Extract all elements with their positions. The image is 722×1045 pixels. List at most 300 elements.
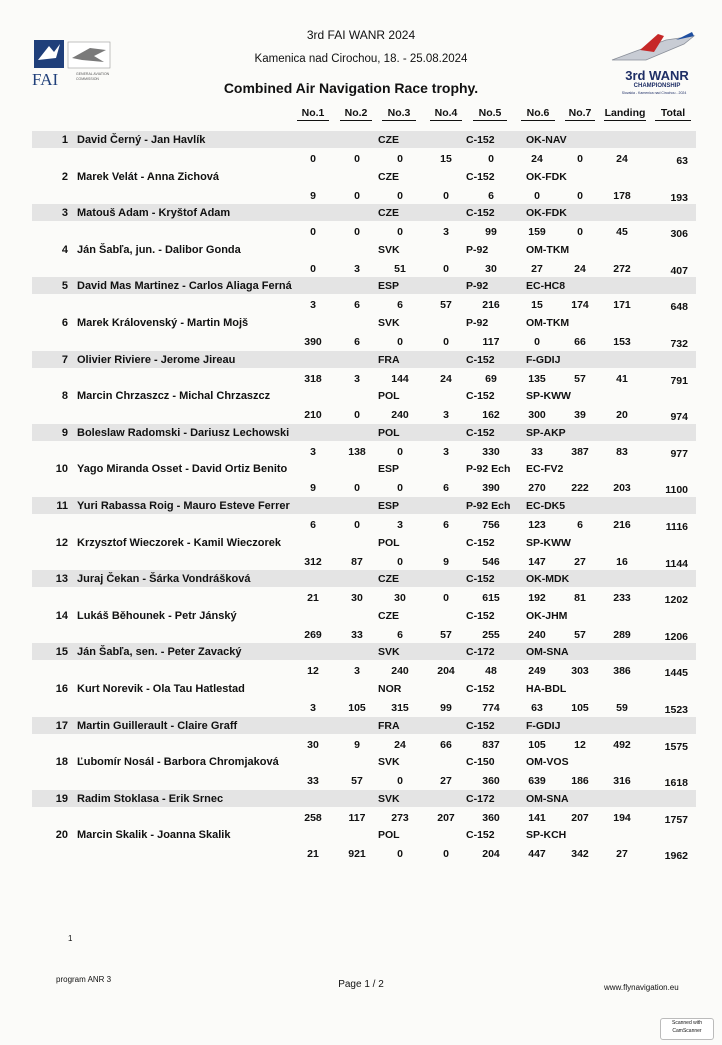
cell-n5: 546 [482,555,500,568]
column-header-no2: No.2 [340,107,372,121]
cell-n2: 33 [351,628,363,641]
cell-n6: 105 [528,738,546,751]
cell-reg: OM-SNA [526,792,569,805]
cell-n2: 3 [354,665,360,678]
fai-logo-text: FAI [32,70,59,89]
table-row [32,643,696,680]
cell-n1: 9 [310,189,316,202]
cell-n2: 87 [351,555,363,568]
cell-landing: 216 [613,519,631,531]
cell-n5: 204 [482,848,500,861]
cell-n7: 0 [577,153,583,165]
stray-mark: 1 [68,934,73,943]
column-header-no7: No.7 [565,107,595,121]
crew-name: Radim Stoklasa - Erik Srnec [77,792,224,805]
column-header-no3: No.3 [382,107,416,121]
cell-n1: 318 [304,372,322,385]
table-row [32,204,696,241]
footer-website: www.flynavigation.eu [604,983,679,992]
cell-landing: 171 [613,299,631,312]
cell-aircraft: C-172 [466,792,495,805]
crew-name: Marek Královenský - Martin Mojš [77,317,249,329]
cell-landing: 194 [613,811,631,824]
cell-total: 1144 [665,557,688,570]
crew-name: Krzysztof Wieczorek - Kamil Wieczorek [77,536,281,549]
cell-reg: OK-MDK [526,573,570,586]
cell-n6: 300 [528,409,546,422]
cell-aircraft: C-152 [466,207,495,220]
cell-landing: 41 [616,372,628,385]
cell-n7: 39 [574,409,586,422]
cell-n5: 255 [482,628,500,641]
cell-n4: 3 [443,226,449,239]
cell-n3: 0 [397,445,403,458]
cell-n1: 3 [310,445,316,458]
cell-landing: 59 [616,702,628,714]
footer-program: program ANR 3 [56,975,112,984]
cell-n7: 57 [574,372,586,385]
cell-n6: 0 [534,336,540,348]
crew-name: Ľubomír Nosál - Barbora Chromjaková [77,756,279,769]
cell-country: CZE [378,170,399,183]
crew-name: Yuri Rabassa Roig - Mauro Esteve Ferrer [77,500,290,512]
cell-total: 1116 [665,521,688,533]
cell-reg: OM-TKM [526,243,570,256]
cell-n6: 63 [531,702,543,714]
rank: 11 [56,500,68,512]
cell-reg: OM-VOS [526,756,569,769]
cell-n7: 6 [577,519,583,531]
cell-n4: 0 [443,189,449,202]
cell-n5: 390 [482,482,500,495]
cell-n7: 0 [577,226,583,239]
cell-aircraft: P-92 [466,243,489,256]
cell-total: 1618 [664,777,688,790]
cell-n2: 921 [348,848,366,861]
cell-n7: 27 [574,555,586,568]
cell-n6: 249 [528,665,546,678]
cell-n3: 144 [391,372,409,385]
cell-n2: 117 [348,811,366,824]
rank: 5 [61,280,68,293]
cell-n2: 0 [354,409,360,422]
rank: 8 [61,390,68,403]
table-row [32,570,696,607]
cell-country: SVK [378,317,400,329]
column-header-landing: Landing [604,107,646,119]
cell-n5: 360 [482,775,500,788]
cell-n3: 0 [397,153,403,165]
cell-n3: 0 [397,226,403,239]
table-row [32,168,696,205]
cell-aircraft: C-152 [466,353,495,366]
cell-aircraft: P-92 [466,280,489,293]
cell-n3: 240 [391,409,409,422]
rank: 6 [61,317,68,329]
cell-landing: 233 [613,592,631,605]
cell-n6: 639 [528,775,546,788]
cell-n1: 210 [304,409,322,422]
cell-n1: 12 [307,665,319,678]
cell-n4: 99 [440,702,452,714]
cell-landing: 272 [613,262,631,275]
cell-country: CZE [378,207,399,220]
crew-name: Olivier Riviere - Jerome Jireau [77,353,236,366]
cell-n4: 15 [440,153,452,165]
crew-name: Lukáš Běhounek - Petr Jánský [77,609,237,622]
crew-name: Ján Šabľa, sen. - Peter Zavacký [77,646,242,659]
cell-n7: 342 [571,848,589,861]
cell-landing: 20 [616,409,628,422]
cell-total: 306 [670,228,688,241]
cell-n2: 0 [354,226,360,239]
cell-n6: 0 [534,189,540,202]
cell-n7: 222 [571,482,589,495]
cell-n7: 0 [577,189,583,202]
table-row [32,241,696,278]
column-header-no6: No.6 [521,107,555,121]
cell-total: 1206 [664,630,688,643]
crew-name: Matouš Adam - Kryštof Adam [77,207,231,220]
cell-total: 648 [670,301,688,314]
cell-country: SVK [378,243,400,256]
cell-total: 1202 [664,594,688,607]
crew-name: Marcin Skalik - Joanna Skalik [77,829,231,842]
cell-total: 63 [676,155,688,167]
cell-country: POL [378,390,400,403]
cell-n3: 0 [397,189,403,202]
cell-n5: 48 [485,665,497,678]
cell-n4: 9 [443,555,449,568]
rank: 14 [55,609,68,622]
cell-n2: 0 [354,153,360,165]
cell-n7: 303 [571,665,589,678]
column-header-no5: No.5 [473,107,507,121]
cell-landing: 153 [613,336,631,348]
cell-n3: 273 [391,811,409,824]
rank: 7 [61,353,68,366]
crew-name: Marcin Chrzaszcz - Michal Chrzaszcz [77,390,271,403]
table-row [32,131,696,168]
cell-reg: HA-BDL [526,683,567,695]
cell-n7: 105 [571,702,589,714]
crew-name: David Černý - Jan Havlík [77,134,206,146]
cell-aircraft: C-152 [466,426,495,439]
cell-total: 193 [670,191,688,204]
crew-name: David Mas Martinez - Carlos Aliaga Ferná [77,280,292,293]
cell-n7: 12 [574,738,586,751]
cell-n5: 615 [482,592,500,605]
cell-total: 791 [670,374,688,387]
rank: 17 [55,719,68,732]
cell-n4: 3 [443,445,449,458]
cell-n5: 30 [485,262,497,275]
cell-n3: 315 [391,702,409,714]
cell-landing: 16 [616,555,628,568]
cell-n1: 258 [304,811,322,824]
cell-n7: 387 [571,445,589,458]
cell-aircraft: P-92 Ech [466,500,511,512]
cell-n1: 21 [307,592,319,605]
cell-n2: 0 [354,519,360,531]
table-row [32,534,696,571]
cell-n4: 57 [440,299,452,312]
cell-n4: 24 [440,372,452,385]
cell-n4: 6 [443,519,449,531]
cell-country: ESP [378,500,400,512]
cell-n1: 30 [307,738,319,751]
cell-aircraft: C-150 [466,756,495,769]
cell-aircraft: C-152 [466,170,495,183]
cell-reg: SP-KWW [526,536,571,549]
cell-n4: 0 [443,848,449,861]
rank: 20 [55,829,68,842]
cell-country: NOR [378,683,402,695]
cell-n1: 0 [310,153,316,165]
cell-aircraft: C-152 [466,573,495,586]
cell-reg: EC-FV2 [526,463,564,476]
cell-n5: 216 [482,299,500,312]
table-row [32,790,696,827]
cell-country: ESP [378,463,400,476]
cell-country: FRA [378,353,400,366]
cell-country: SVK [378,792,400,805]
wanr-logo-title: 3rd WANR [625,68,689,83]
cell-aircraft: C-152 [466,683,495,695]
cell-aircraft: C-152 [466,829,495,842]
cell-n5: 360 [482,811,500,824]
crew-name: Boleslaw Radomski - Dariusz Lechowski [77,426,290,439]
crew-name: Kurt Norevik - Ola Tau Hatlestad [77,683,245,695]
cell-n1: 312 [304,555,322,568]
crew-name: Martin Guillerault - Claire Graff [77,719,238,732]
cell-n6: 240 [528,628,546,641]
rank: 2 [61,170,68,183]
cell-n6: 15 [531,299,543,312]
cell-n3: 240 [391,665,409,678]
cell-n7: 207 [571,811,589,824]
cell-n3: 51 [394,262,406,275]
cell-landing: 24 [616,153,628,165]
cell-n6: 192 [528,592,546,605]
cell-landing: 386 [613,665,631,678]
cell-n3: 3 [397,519,403,531]
rank: 13 [55,573,68,586]
cell-n4: 204 [437,665,455,678]
cell-n6: 447 [528,848,546,861]
crew-name: Marek Velát - Anna Zichová [77,170,220,183]
rank: 3 [61,207,68,220]
cell-total: 974 [670,411,688,424]
cell-n2: 57 [351,775,363,788]
cell-n2: 6 [354,336,360,348]
cell-reg: OK-JHM [526,609,568,622]
cell-total: 1575 [664,740,688,753]
cell-total: 407 [670,264,688,277]
cell-n1: 21 [307,848,319,861]
cell-landing: 492 [613,738,631,751]
wanr-logo-small: Slovakia - Kamenica nad Cirochou - 2024 [621,91,687,95]
cell-n5: 6 [488,189,494,202]
cell-reg: EC-DK5 [526,500,566,512]
footer-page-number: Page 1 / 2 [338,979,384,990]
table-row [32,351,696,388]
cell-n5: 756 [482,519,500,531]
cell-aircraft: C-152 [466,536,495,549]
cell-reg: OK-NAV [526,134,567,146]
cell-aircraft: C-152 [466,134,495,146]
cell-n6: 24 [531,153,543,165]
cell-n6: 270 [528,482,546,495]
rank: 15 [55,646,68,659]
cell-n3: 6 [397,628,403,641]
cell-n7: 24 [574,262,586,275]
table-row [32,497,696,534]
wanr-championship-logo [606,30,702,102]
cell-reg: OM-SNA [526,646,569,659]
cell-landing: 316 [613,775,631,788]
cell-n3: 0 [397,555,403,568]
cell-n1: 0 [310,262,316,275]
cell-n4: 3 [443,409,449,422]
cell-country: POL [378,536,400,549]
crew-name: Yago Miranda Osset - David Ortiz Benito [77,463,288,476]
cell-total: 732 [670,338,688,350]
column-header-no1: No.1 [297,107,329,121]
table-row [32,753,696,790]
cell-n5: 117 [482,336,500,348]
table-row [32,424,696,461]
cell-total: 1757 [664,813,688,826]
cell-n3: 24 [394,738,406,751]
table-row [32,460,696,497]
cell-landing: 178 [613,189,631,202]
cell-n4: 0 [443,336,449,348]
table-row [32,680,696,717]
cell-n5: 69 [485,372,497,385]
cell-n6: 135 [528,372,546,385]
cell-n4: 0 [443,262,449,275]
cell-reg: SP-KCH [526,829,567,842]
cell-country: CZE [378,134,399,146]
cell-n3: 0 [397,775,403,788]
cell-n3: 6 [397,299,403,312]
cell-total: 1100 [665,484,688,497]
table-row [32,387,696,424]
cell-country: POL [378,829,400,842]
table-row [32,314,696,351]
cell-country: CZE [378,573,399,586]
cell-n5: 99 [485,226,497,239]
airplane-icon [606,30,702,70]
cell-landing: 45 [616,226,628,239]
trophy-title: Combined Air Navigation Race trophy. [223,80,479,96]
column-header-no4: No.4 [430,107,462,121]
rank: 9 [61,426,68,439]
cell-n2: 3 [354,372,360,385]
table-row [32,277,696,314]
cell-n5: 162 [482,409,500,422]
rank: 16 [55,683,68,695]
crew-name: Juraj Čekan - Šárka Vondrášková [77,573,251,586]
cell-reg: OK-FDK [526,170,567,183]
rank: 1 [61,134,68,146]
cell-aircraft: P-92 Ech [466,463,511,476]
cell-n6: 27 [531,262,543,275]
cell-reg: OK-FDK [526,207,567,220]
rank: 4 [61,243,68,256]
cell-reg: F-GDIJ [526,719,561,732]
cell-aircraft: C-152 [466,719,495,732]
cell-aircraft: C-152 [466,609,495,622]
cell-n6: 159 [528,226,546,239]
cell-aircraft: C-172 [466,646,495,659]
cell-n3: 30 [394,592,406,605]
cell-total: 1962 [664,850,688,863]
cell-n5: 774 [482,702,500,714]
cell-n2: 105 [348,702,366,714]
cell-n7: 57 [574,628,586,641]
table-row [32,607,696,644]
cell-n6: 33 [531,445,543,458]
cell-n2: 3 [354,262,360,275]
cell-n2: 9 [354,738,360,751]
cell-n3: 0 [397,848,403,861]
cell-n6: 123 [528,519,546,531]
rank: 18 [55,756,68,769]
cell-n3: 0 [397,482,403,495]
cell-n7: 174 [571,299,589,312]
table-row [32,717,696,754]
cell-n2: 0 [354,189,360,202]
cell-n1: 0 [310,226,316,239]
cell-n1: 269 [304,628,322,641]
cell-n4: 57 [440,628,452,641]
cell-n6: 141 [528,811,546,824]
cell-n7: 81 [574,592,586,605]
cell-n1: 390 [304,336,322,348]
cell-reg: OM-TKM [526,317,570,329]
cell-reg: SP-AKP [526,426,566,439]
cell-country: POL [378,426,400,439]
cell-n5: 0 [488,153,494,165]
cell-landing: 27 [616,848,628,861]
cell-n1: 9 [310,482,316,495]
cell-n1: 33 [307,775,319,788]
cell-country: ESP [378,280,400,293]
cell-n2: 0 [354,482,360,495]
cell-n3: 0 [397,336,403,348]
cell-n1: 3 [310,702,316,714]
cell-n4: 27 [440,775,452,788]
document-title: 3rd FAI WANR 2024 [306,28,416,42]
cell-n5: 330 [482,445,500,458]
cell-total: 1445 [664,667,688,680]
table-row [32,826,696,863]
cell-n1: 6 [310,519,316,531]
cell-total: 1523 [664,704,688,716]
wanr-logo-subtitle: CHAMPIONSHIP [633,83,681,89]
cell-country: SVK [378,756,400,769]
crew-name: Ján Šabľa, jun. - Dalibor Gonda [77,243,241,256]
fai-logo-subtext: GENERAL AVIATION COMMISSION [76,72,110,81]
cell-n2: 6 [354,299,360,312]
rank: 10 [55,463,68,476]
cell-n4: 6 [443,482,449,495]
cell-reg: EC-HC8 [526,280,566,293]
cell-landing: 83 [616,445,628,458]
cell-reg: SP-KWW [526,390,571,403]
